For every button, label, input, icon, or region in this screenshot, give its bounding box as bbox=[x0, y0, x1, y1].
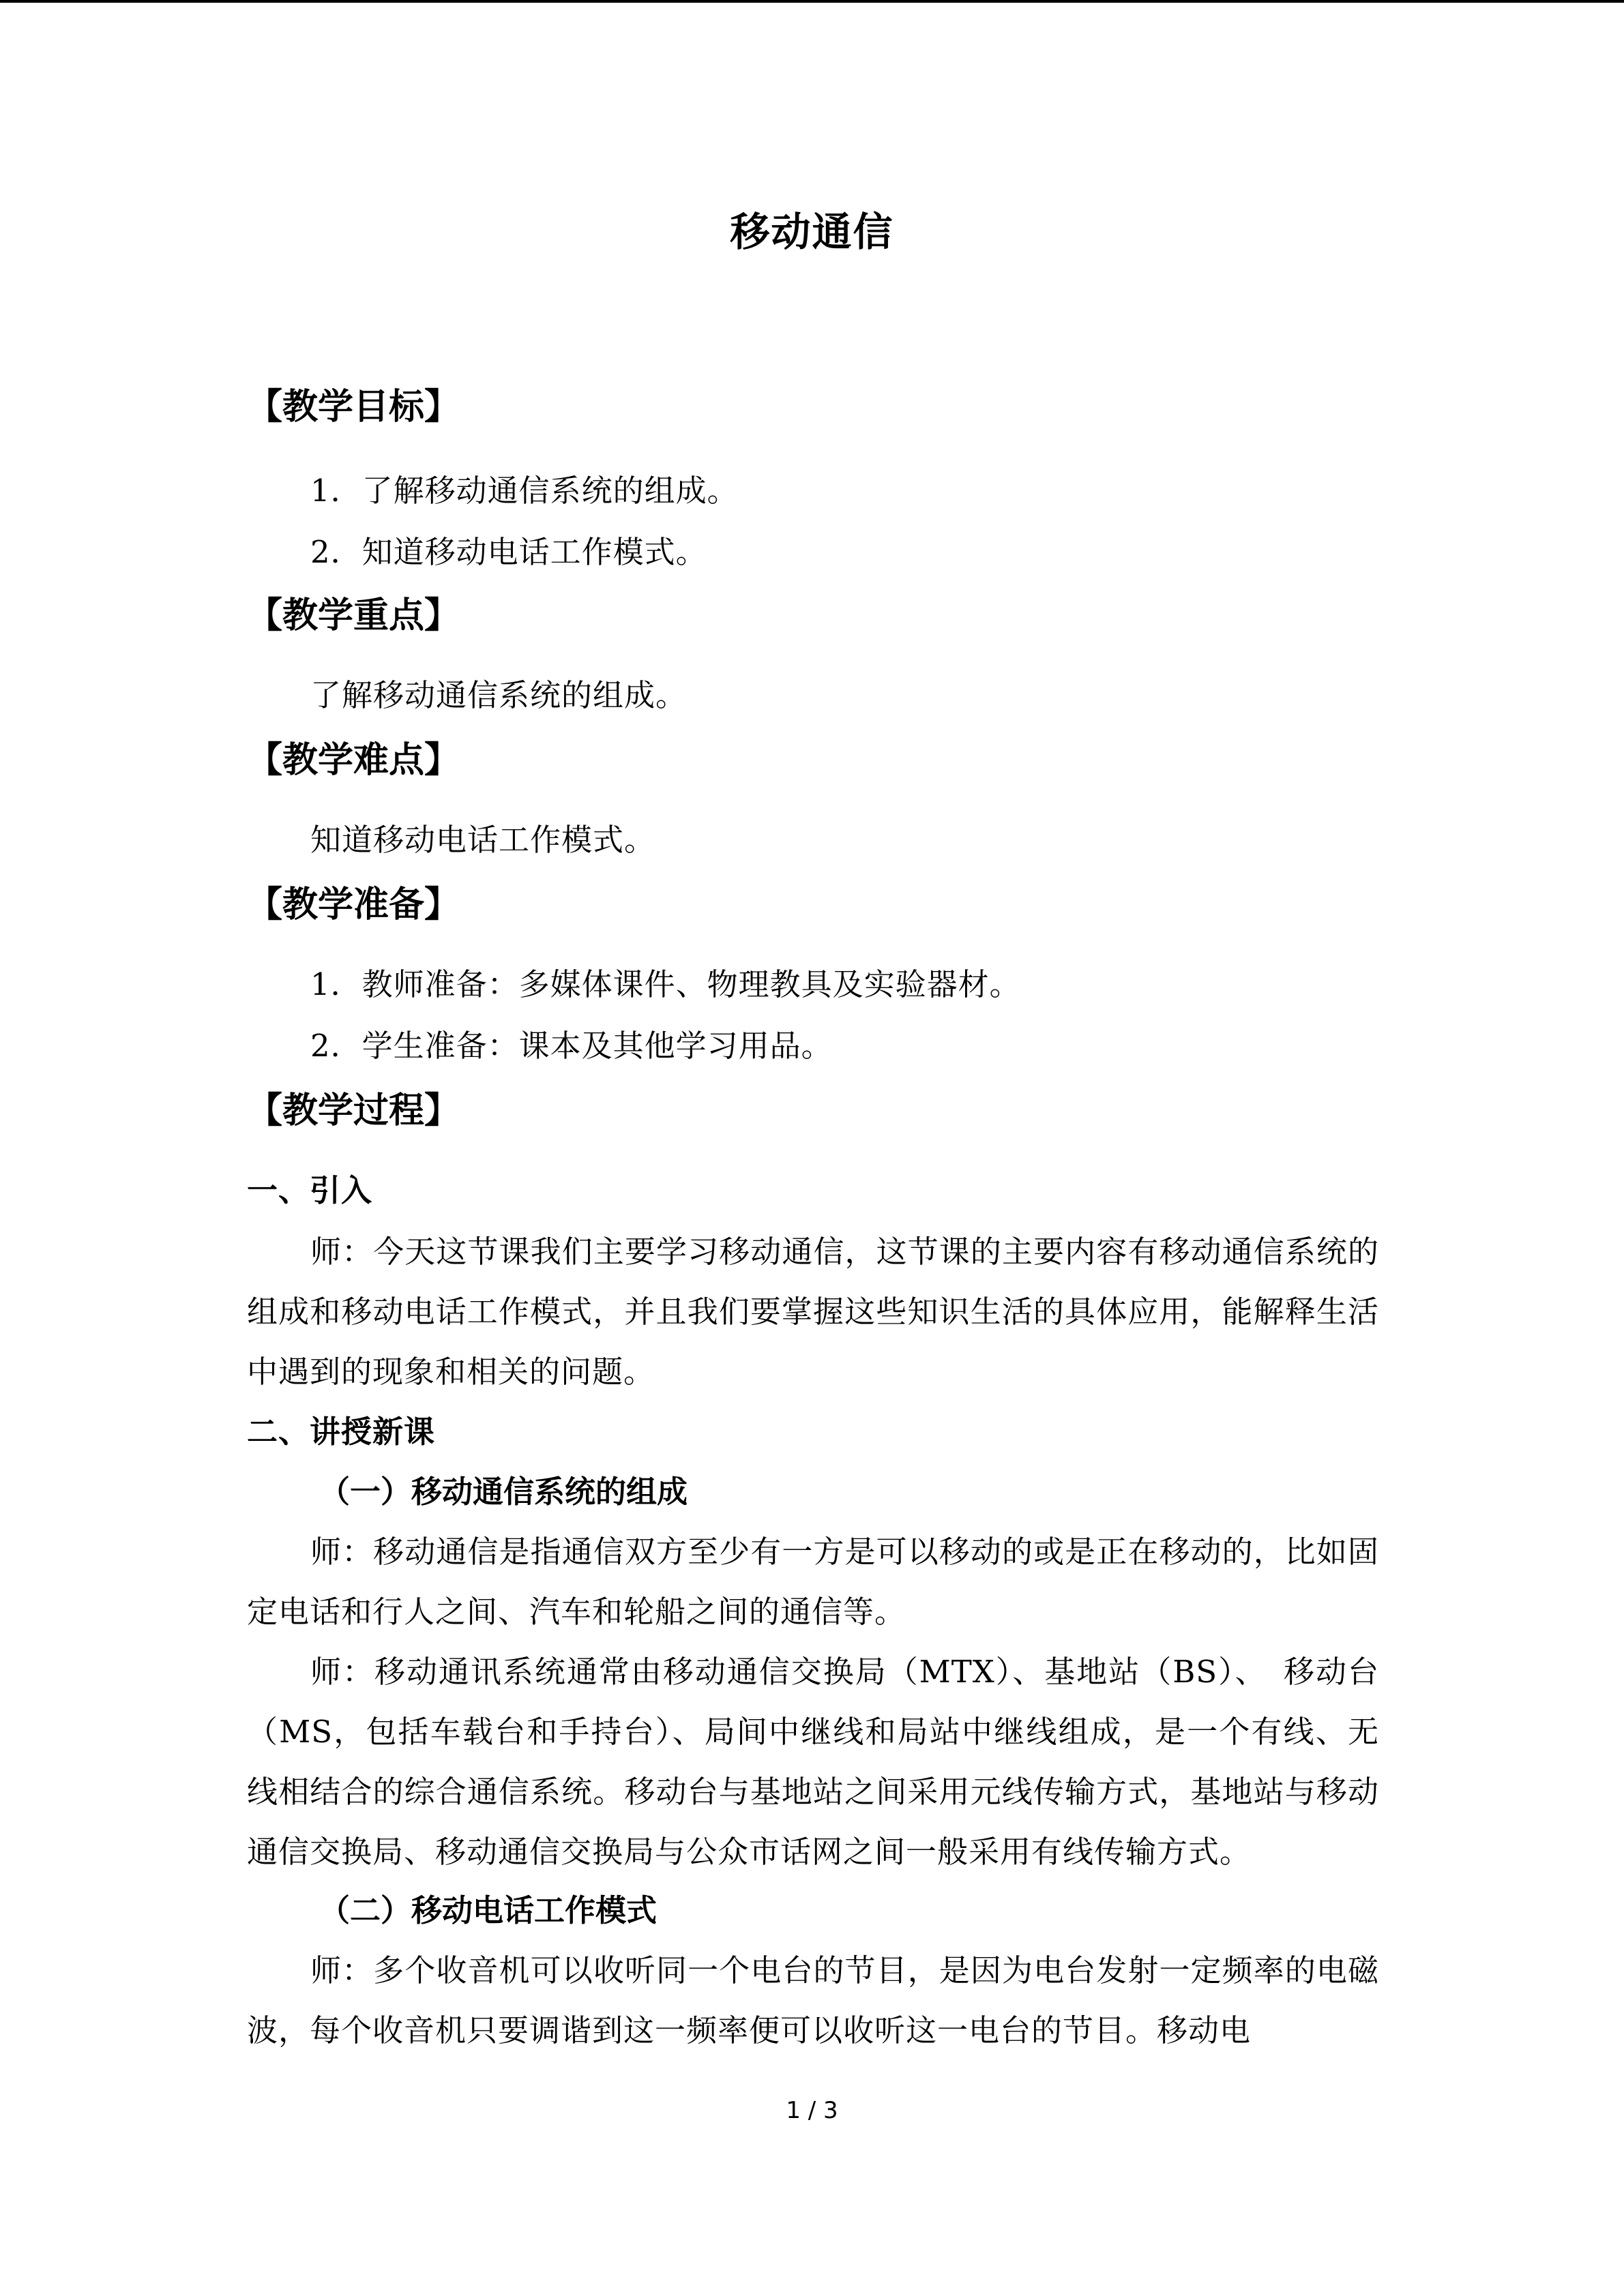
section-heading-preparation: 【教学准备】 bbox=[247, 884, 460, 925]
section-heading-key-points: 【教学重点】 bbox=[247, 595, 460, 636]
key-points-text: 了解移动通信系统的组成。 bbox=[310, 677, 688, 713]
difficulties-text: 知道移动电话工作模式。 bbox=[310, 822, 656, 858]
preparation-item-2: 2．学生准备：课本及其他学习用品。 bbox=[310, 1028, 833, 1064]
subsection-heading-system-composition: （一）移动通信系统的组成 bbox=[319, 1474, 688, 1510]
system-composition-paragraph-1: 师：移动通信是指通信双方至少有一方是可以移动的或是正在移动的，比如固定电话和行人之间、汽车和轮船之间的通信等。 bbox=[247, 1534, 1379, 1630]
section-heading-process: 【教学过程】 bbox=[247, 1090, 460, 1131]
section-heading-difficulties: 【教学难点】 bbox=[247, 740, 460, 781]
intro-heading: 一、引入 bbox=[247, 1172, 373, 1208]
phone-mode-paragraph-1: 师：多个收音机可以收听同一个电台的节目，是因为电台发射一定频率的电磁波，每个收音机只要调谐到这一频率便可以收听这一电台的节目。移动电 bbox=[247, 1952, 1379, 2048]
page-number: 1 / 3 bbox=[786, 2097, 838, 2124]
page-top-border bbox=[0, 0, 1624, 3]
preparation-item-1: 1．教师准备：多媒体课件、物理教具及实验器材。 bbox=[310, 966, 1021, 1002]
page-title: 移动通信 bbox=[730, 209, 894, 255]
section-heading-goals: 【教学目标】 bbox=[247, 387, 460, 428]
goal-item-2: 2．知道移动电话工作模式。 bbox=[310, 534, 707, 570]
intro-paragraph: 师：今天这节课我们主要学习移动通信，这节课的主要内容有移动通信系统的组成和移动电话工作模式，并且我们要掌握这些知识生活的具体应用，能解释生活中遇到的现象和相关的问题。 bbox=[247, 1234, 1379, 1390]
system-composition-paragraph-2: 师：移动通讯系统通常由移动通信交换局（MTX）、基地站（BS）、 移动台（MS，包括车载台和手持台）、局间中继线和局站中继线组成，是一个有线、无线相结合的综合通信系统。移动台与基地站之间采用元线传输方式，基地站与移动通信交换局、移动通信交换局与公众市话网之间一般采用有线传输方式。 bbox=[247, 1654, 1379, 1870]
subsection-heading-phone-mode: （二）移动电话工作模式 bbox=[319, 1892, 658, 1928]
new-lesson-heading: 二、讲授新课 bbox=[247, 1414, 436, 1450]
goal-item-1: 1．了解移动通信系统的组成。 bbox=[310, 473, 739, 509]
